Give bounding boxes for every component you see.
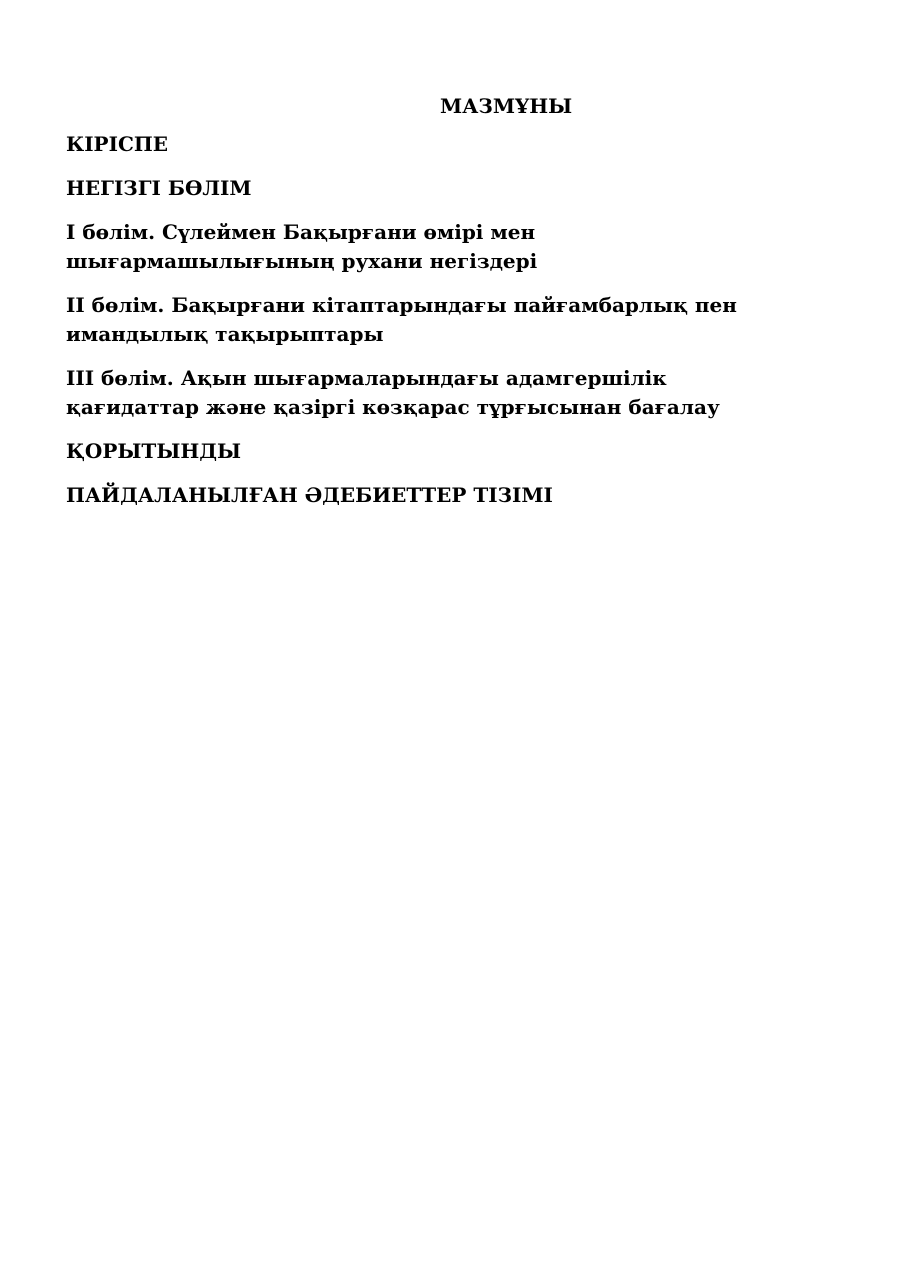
toc-item-main-part: НЕГІЗГІ БӨЛІМ <box>66 176 252 200</box>
toc-item-conclusion: ҚОРЫТЫНДЫ <box>66 439 242 463</box>
toc-item-references: ПАЙДАЛАНЫЛҒАН ӘДЕБИЕТТЕР ТІЗІМІ <box>66 483 553 507</box>
toc-item-part-1: І бөлім. Сүлеймен Бақырғани өмірі мен шығармашылығының рухани негіздері <box>66 220 538 273</box>
toc-item-introduction: КІРІСПЕ <box>66 132 168 156</box>
toc-item-part-2: ІІ бөлім. Бақырғани кітаптарындағы пайғамбарлық пен имандылық тақырыптары <box>66 293 737 346</box>
page-title: МАЗМҰНЫ <box>440 94 573 118</box>
toc-item-part-3: ІІІ бөлім. Ақын шығармаларындағы адамгершілік қағидаттар және қазіргі көзқарас тұрғысынан бағалау <box>66 366 720 419</box>
table-of-contents <box>66 130 796 510</box>
